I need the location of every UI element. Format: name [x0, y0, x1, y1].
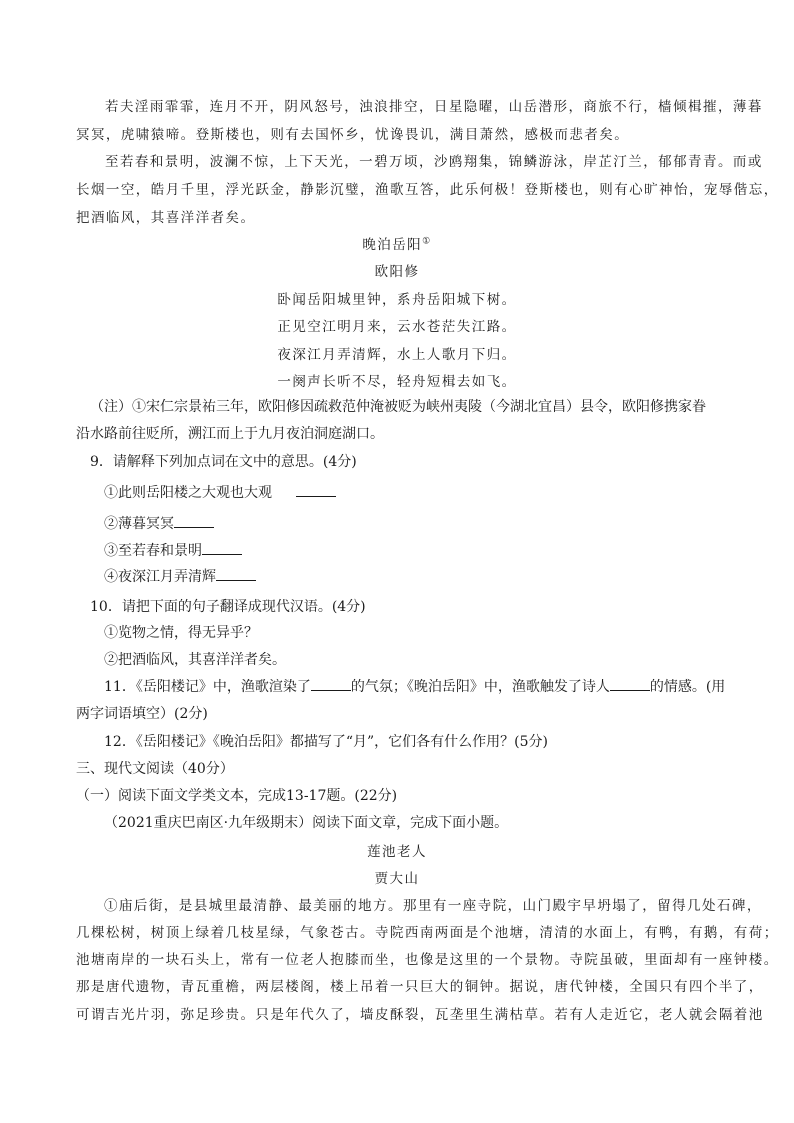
note-line: （注）①宋仁宗景祐三年，欧阳修因疏救范仲淹被贬为峡州夷陵（今湖北宜昌）县令，欧阳修携家眷: [90, 399, 706, 415]
passage-line: 把酒临风，其喜洋洋者矣。: [76, 210, 256, 226]
reading-intro: （2021重庆巴南区·九年级期末）阅读下面文章，完成下面小题。: [104, 815, 509, 831]
article-line: ①庙后街，是县城里最清静、最美丽的地方。那里有一座寺院，山门殿宇早坍塌了，留得几处石碑，: [104, 898, 762, 914]
subsection-heading: （一）阅读下面文学类文本，完成13-17题。(22分): [76, 788, 398, 804]
answer-blank[interactable]: [174, 526, 214, 528]
question-10-item: ②把酒临风，其喜洋洋者矣。: [104, 652, 286, 668]
passage-line: 长烟一空，皓月千里，浮光跃金，静影沉璧，渔歌互答，此乐何极！登斯楼也，则有心旷神怡，宠辱偕忘，: [76, 182, 779, 198]
question-9-item: ①此则岳阳楼之大观也大观: [104, 482, 336, 502]
passage-line: 冥冥，虎啸猿啼。登斯楼也，则有去国怀乡，忧谗畏讥，满目萧然，感极而悲者矣。: [76, 127, 630, 143]
poem-author: 欧阳修: [374, 264, 420, 280]
article-author: 贾大山: [374, 871, 420, 887]
poem-line: 正见空江明月来，云水苍茫失江路。: [277, 319, 517, 335]
article-line: 那是唐代遗物，青瓦重檐，两层楼阁，楼上吊着一只巨大的铜钟。据说，唐代钟楼，全国只有四个半了，: [76, 979, 764, 995]
question-9-item: ④夜深江月弄清辉: [104, 566, 256, 586]
answer-blank[interactable]: [202, 553, 242, 555]
article-line: 池塘南岸的一块石头上，常有一位老人抱膝而坐，也像是这里的一个景物。寺院虽破，里面却有一座钟楼。: [76, 952, 779, 968]
poem-line: 夜深江月弄清辉，水上人歌月下归。: [277, 347, 517, 363]
question-11-stem-cont: 两字词语填空）(2分): [76, 706, 208, 722]
article-line: 可谓吉光片羽，弥足珍贵。只是年代久了，墙皮酥裂，瓦垄里生满枯草。若有人走近它，老人就会隔着池: [76, 1007, 764, 1023]
question-12-stem: 12．《岳阳楼记》《晚泊岳阳》都描写了“月”，它们各有什么作用？(5分): [104, 734, 548, 750]
poem-title: 晚泊岳阳①: [362, 236, 432, 253]
answer-blank[interactable]: [296, 495, 336, 497]
answer-blank[interactable]: [311, 689, 351, 691]
passage-line: 至若春和景明，波澜不惊，上下天光，一碧万顷，沙鸥翔集，锦鳞游泳，岸芷汀兰，郁郁青青。而或: [105, 154, 763, 170]
answer-blank[interactable]: [216, 579, 256, 581]
note-line: 沿水路前往贬所，溯江而上于九月夜泊洞庭湖口。: [76, 426, 384, 442]
footnote-marker: ①: [422, 236, 432, 247]
question-10-stem: 10．请把下面的句子翻译成现代汉语。(4分): [90, 599, 366, 615]
question-10-item: ①览物之情，得无异乎？: [104, 625, 258, 641]
article-title: 莲池老人: [367, 844, 427, 860]
passage-line: 若夫淫雨霏霏，连月不开，阴风怒号，浊浪排空，日星隐曜，山岳潜形，商旅不行，樯倾楫摧，薄暮: [105, 99, 763, 115]
answer-blank[interactable]: [610, 689, 650, 691]
section-heading: 三、现代文阅读（40分）: [76, 761, 234, 777]
poem-line: 一阕声长听不尽，轻舟短楫去如飞。: [277, 374, 517, 390]
question-11-stem: 11．《岳阳楼记》中，渔歌渲染了 的气氛；《晚泊岳阳》中，渔歌触发了诗人 的情感。(用: [104, 679, 726, 695]
poem-line: 卧闻岳阳城里钟，系舟岳阳城下树。: [277, 292, 517, 308]
question-9-item: ③至若春和景明: [104, 540, 242, 560]
question-9-stem: 9．请解释下列加点词在文中的意思。(4分): [90, 454, 357, 470]
article-line: 几棵松树，树顶上绿着几枝星绿，气象苍古。寺院西南两面是个池塘，清清的水面上，有鸭，有鹅，有荷；: [76, 925, 779, 941]
question-9-item: ②薄暮冥冥: [104, 513, 214, 533]
